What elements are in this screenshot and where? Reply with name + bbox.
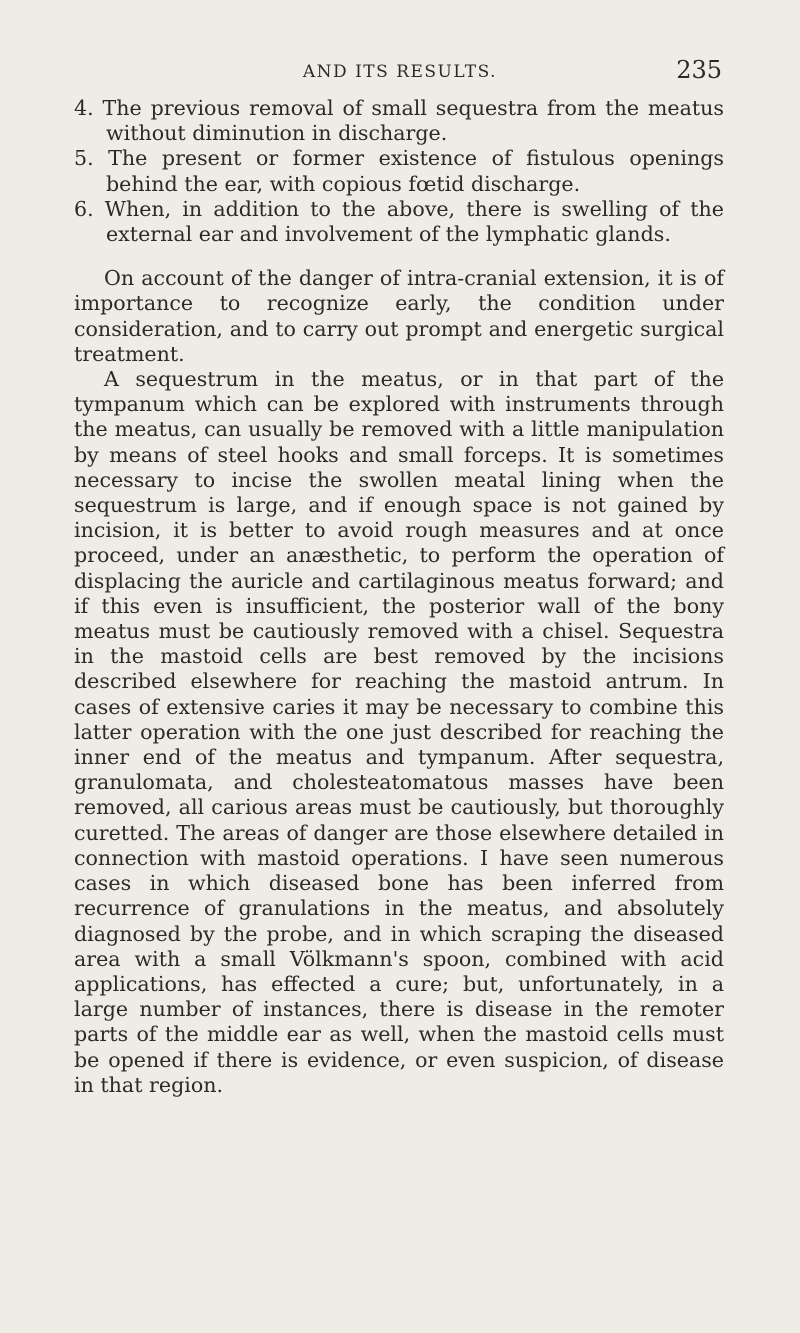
body-text: [74, 96, 724, 1098]
paragraph: On account of the danger of intra-cranial extension, it is of importance to recognize early, the condition under consideration, and to carry out prompt and energetic surgical treatment.: [74, 266, 724, 366]
section-gap: [74, 247, 724, 266]
page-number: 235: [676, 56, 722, 84]
paragraph: A sequestrum in the meatus, or in that part of the tympanum which can be explored with instruments through the meatus, can usually be removed with a little manipulation by means of steel hooks and small forceps. It is sometimes necessary to incise the swollen meatal lining when the sequestrum is large, and if enough space is not gained by incision, it is better to avoid rough measures and at once proceed, under an anæsthetic, to perform the operation of displacing the auricle and cartilaginous meatus forward; and if this even is insufficient, the posterior wall of the bony meatus must be cautiously removed with a chisel. Sequestra in the mastoid cells are best removed by the incisions described elsewhere for reaching the mastoid antrum. In cases of extensive caries it may be necessary to combine this latter operation with the one just described for reaching the inner end of the meatus and tympanum. After sequestra, granulomata, and cholesteatomatous masses have been removed, all carious areas must be cautiously, but thoroughly curetted. The areas of danger are those elsewhere detailed in connection with mastoid operations. I have seen numerous cases in which diseased bone has been inferred from recurrence of granulations in the meatus, and absolutely diagnosed by the probe, and in which scraping the diseased area with a small Völkmann's spoon, combined with acid applications, has effected a cure; but, unfortunately, in a large number of instances, there is disease in the remoter parts of the middle ear as well, when the mastoid cells must be opened if there is evidence, or even suspicion, of disease in that region.: [74, 367, 724, 1097]
list-item: 4. The previous removal of small sequestra from the meatus without diminution in discharge.: [74, 96, 724, 146]
list-item: 6. When, in addition to the above, there is swelling of the external ear and involvement of the lymphatic glands.: [74, 196, 724, 247]
list-item: 5. The present or former existence of fistulous openings behind the ear, with copious fœtid discharge.: [74, 146, 724, 196]
running-title: AND ITS RESULTS.: [302, 62, 498, 82]
running-head: [0, 56, 800, 94]
